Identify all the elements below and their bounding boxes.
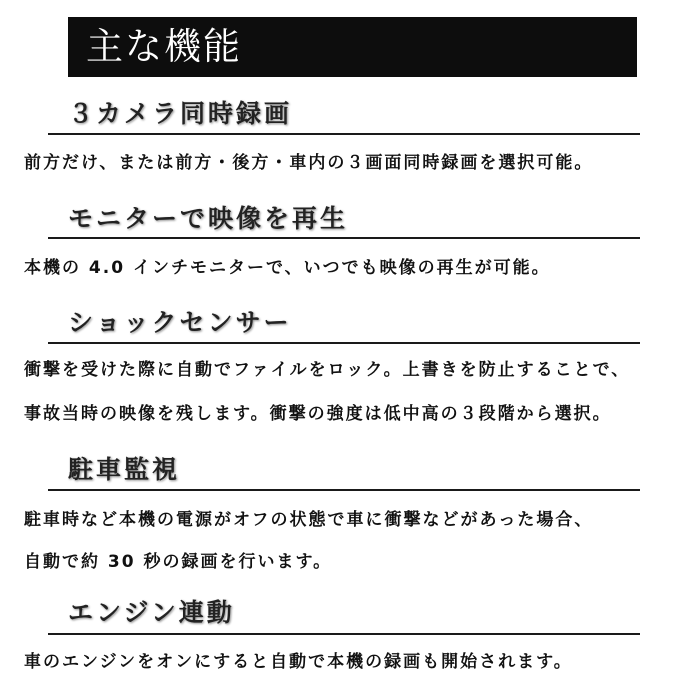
page-title: 主な機能 (86, 25, 242, 68)
section-divider (48, 133, 640, 135)
section-text-line: 駐車時など本機の電源がオフの状態で車に衝撃などがあった場合、 (24, 510, 594, 530)
section-divider (48, 237, 640, 239)
section-divider (48, 342, 640, 344)
section-text-line: 自動で約 30 秒の録画を行います。 (24, 552, 333, 572)
section-heading-3camera: ３カメラ同時録画 (68, 99, 293, 128)
section-text-line: 前方だけ、または前方・後方・車内の３画面同時録画を選択可能。 (24, 153, 594, 173)
section-divider (48, 489, 640, 491)
section-text-line: 車のエンジンをオンにすると自動で本機の録画も開始されます。 (24, 652, 573, 672)
section-heading-shock-sensor: ショックセンサー (68, 308, 292, 337)
section-heading-parking-monitor: 駐車監視 (68, 455, 181, 484)
section-text-line: 事故当時の映像を残します。衝撃の強度は低中高の３段階から選択。 (24, 404, 612, 424)
section-text-line: 本機の 4.0 インチモニターで、いつでも映像の再生が可能。 (24, 258, 551, 278)
section-heading-engine-link: エンジン連動 (68, 598, 235, 627)
section-text-line: 衝撃を受けた際に自動でファイルをロック。上書きを防止することで、 (24, 360, 631, 380)
section-heading-monitor: モニターで映像を再生 (68, 204, 349, 233)
section-divider (48, 633, 640, 635)
